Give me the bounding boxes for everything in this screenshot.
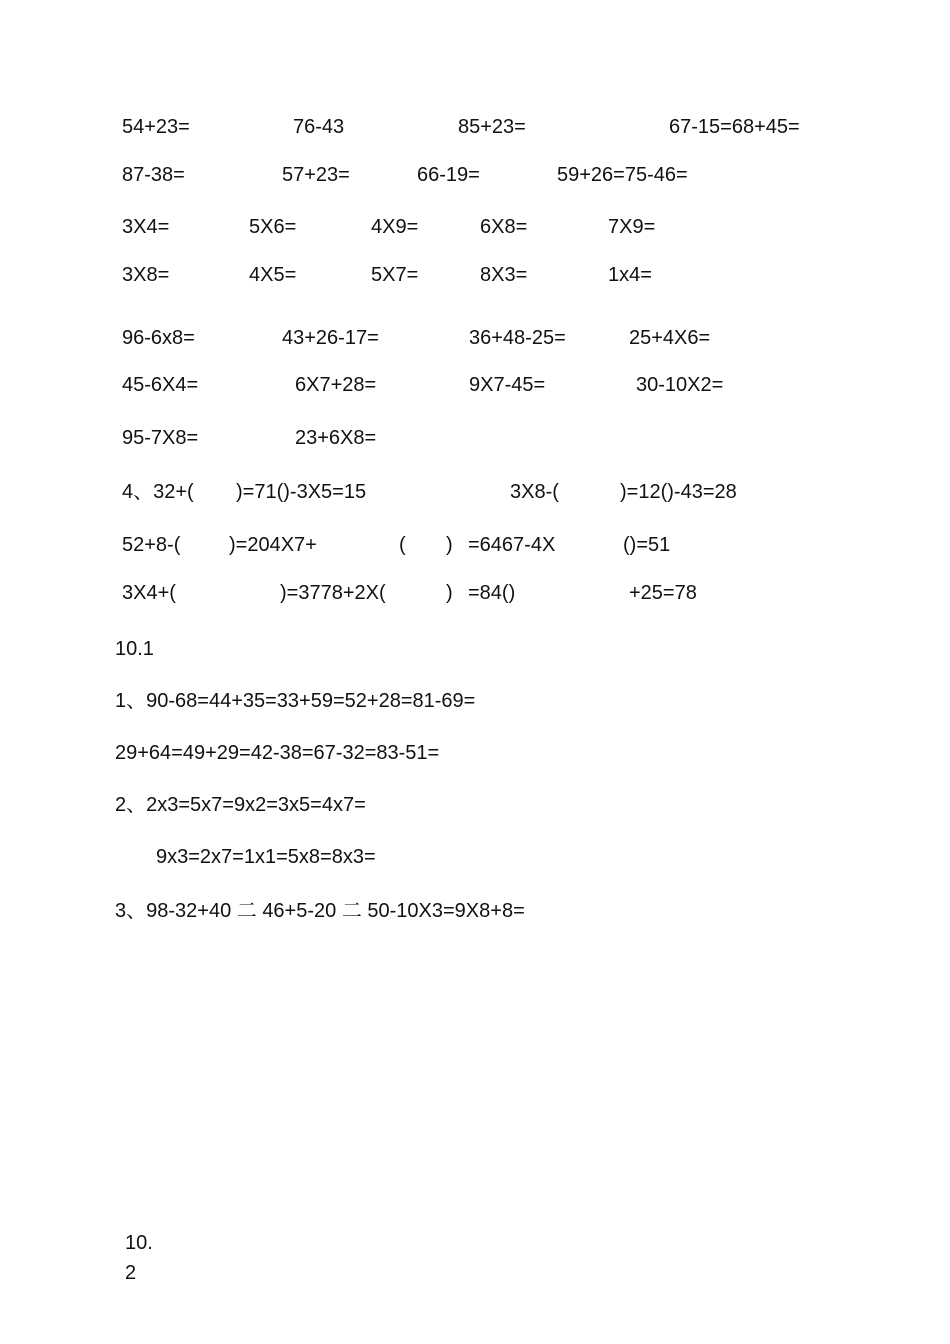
problem: 5X7= — [371, 264, 419, 286]
problem: 4、32+( — [122, 481, 194, 503]
problem: 23+6X8= — [295, 427, 377, 449]
problem: 67-15=68+45= — [669, 116, 800, 138]
problem: 30-10X2= — [636, 374, 724, 396]
problem: )=3778+2X( — [280, 582, 386, 604]
problem: 4X9= — [371, 216, 419, 238]
problem: 3X4= — [122, 216, 170, 238]
problem: 25+4X6= — [629, 327, 711, 349]
problem: 54+23= — [122, 116, 190, 138]
problem: )=12()-43=28 — [620, 481, 737, 503]
problem: 95-7X8= — [122, 427, 199, 449]
problem: =84() — [468, 582, 516, 604]
problem: 3X4+( — [122, 582, 176, 604]
problem: 6X7+28= — [295, 374, 377, 396]
problem: ) — [446, 534, 453, 556]
problem: ) — [446, 582, 453, 604]
problem: 57+23= — [282, 164, 350, 186]
problem: 85+23= — [458, 116, 526, 138]
problem: 66-19= — [417, 164, 480, 186]
problem-line: 2、2x3=5x7=9x2=3x5=4x7= — [115, 794, 366, 816]
problem: 8X3= — [480, 264, 528, 286]
section-heading: 2 — [125, 1262, 137, 1284]
problem: ( — [399, 534, 406, 556]
problem: 43+26-17= — [282, 327, 379, 349]
problem: 3X8-( — [510, 481, 559, 503]
problem: 7X9= — [608, 216, 656, 238]
problem: 36+48-25= — [469, 327, 566, 349]
problem: 5X6= — [249, 216, 297, 238]
problem: 4X5= — [249, 264, 297, 286]
problem: 1x4= — [608, 264, 652, 286]
problem: 52+8-( — [122, 534, 181, 556]
problem: 59+26=75-46= — [557, 164, 688, 186]
problem: ()=51 — [623, 534, 671, 556]
problem-line: 29+64=49+29=42-38=67-32=83-51= — [115, 742, 440, 764]
problem: +25=78 — [629, 582, 697, 604]
problem: )=71()-3X5=15 — [236, 481, 367, 503]
problem: 87-38= — [122, 164, 185, 186]
problem: 76-43 — [293, 116, 345, 138]
section-heading: 10.1 — [115, 638, 154, 660]
problem-line: 1、90-68=44+35=33+59=52+28=81-69= — [115, 690, 476, 712]
problem: =6467-4X — [468, 534, 556, 556]
problem: )=204X7+ — [229, 534, 317, 556]
problem-line: 9x3=2x7=1x1=5x8=8x3= — [156, 846, 376, 868]
problem: 9X7-45= — [469, 374, 546, 396]
problem: 96-6x8= — [122, 327, 195, 349]
problem: 45-6X4= — [122, 374, 199, 396]
problem: 6X8= — [480, 216, 528, 238]
section-heading: 10. — [125, 1232, 153, 1254]
problem: 3X8= — [122, 264, 170, 286]
problem-line: 3、98-32+40 二 46+5-20 二 50-10X3=9X8+8= — [115, 900, 525, 922]
